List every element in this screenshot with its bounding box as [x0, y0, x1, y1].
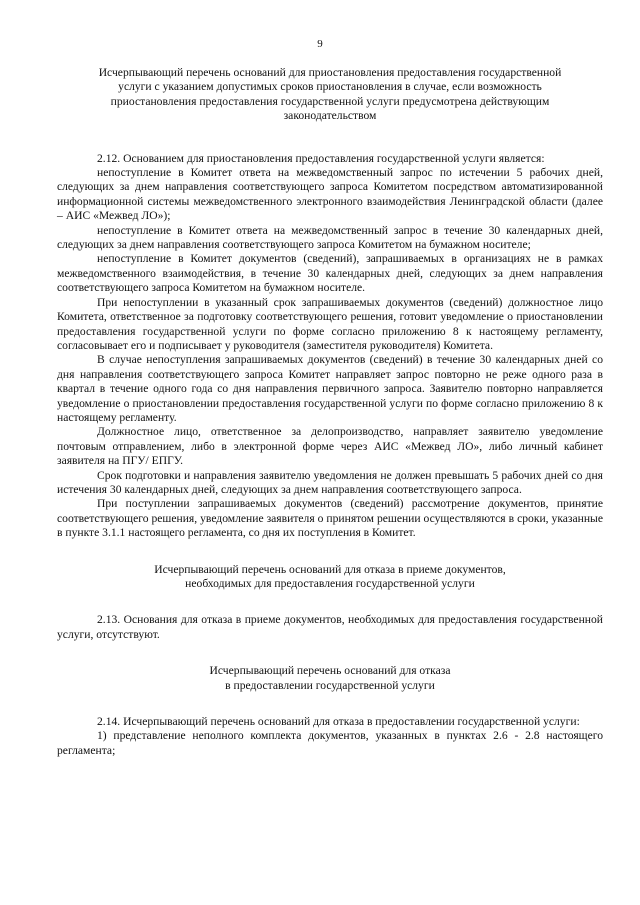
heading-line: в предоставлении государственной услуги — [225, 678, 435, 692]
paragraph: При поступлении запрашиваемых документов (сведений) рассмотрение документов, принятие соответствующего решения, уведомление заявителя о принятом решении осуществляются в сроки, указанные в пункте 3.1.1 настоящего регламента, со дня их поступления в Комитет. — [57, 497, 603, 540]
section-heading-document-refusal — [85, 563, 575, 592]
paragraph: непоступление в Комитет документов (сведений), запрашиваемых в организациях не в рамках межведомственного взаимодействия, в течение 30 календарных дней, следующих за днем направления соответствующего запроса Комитетом на бумажном носителе. — [57, 252, 603, 295]
heading-line: Исчерпывающий перечень оснований для приостановления предоставления государственной — [98, 66, 562, 79]
page-number: 9 — [317, 38, 323, 50]
heading-line: Исчерпывающий перечень оснований для отказа — [209, 664, 451, 678]
paragraph-2-13: 2.13. Основания для отказа в приеме документов, необходимых для предоставления государственной услуги, отсутствуют. — [57, 613, 603, 641]
paragraph: При непоступлении в указанный срок запрашиваемых документов (сведений) должностное лицо Комитета, ответственное за подготовку соответствующего решения, готовит уведомление о приостановлении предоставления государственной услуги по форме согласно приложению 8 к настоящему регламенту, согласовывает его и подписывает у руководителя (заместителя руководителя) Комитета. — [57, 295, 603, 352]
section-heading-service-refusal — [85, 664, 575, 693]
paragraph-2-12: 2.12. Основанием для приостановления предоставления государственной услуги является: — [97, 151, 545, 165]
list-item: 1) представление неполного комплекта документов, указанных в пунктах 2.6 - 2.8 настоящего регламента; — [57, 729, 603, 757]
heading-line: необходимых для предоставления государственной услуги — [185, 577, 475, 590]
document-body — [57, 66, 603, 758]
heading-line: приостановления предоставления государственной услуги предусмотрена действующим — [110, 94, 550, 108]
paragraph: Срок подготовки и направления заявителю уведомления не должен превышать 5 рабочих дней со дня истечения 30 календарных дней, следующих за днем направления соответствующего запроса. — [57, 468, 603, 496]
paragraph: непоступление в Комитет ответа на межведомственный запрос в течение 30 календарных дней, следующих за днем направления соответствующего запроса Комитетом на бумажном носителе; — [57, 223, 603, 252]
paragraph-2-14: 2.14. Исчерпывающий перечень оснований для отказа в предоставлении государственной услуги: — [97, 715, 580, 729]
paragraph: непоступление в Комитет ответа на межведомственный запрос по истечении 5 рабочих дней, следующих за днем направления соответствующего запроса Комитетом посредством автоматизированной информационной системы межведомственного электронного взаимодействия Ленинградской области (далее – АИС «Межвед ЛО»); — [57, 166, 603, 223]
heading-line: законодательством — [283, 109, 377, 123]
heading-line: услуги с указанием допустимых сроков приостановления в случае, если возможность — [118, 80, 542, 94]
section-heading-suspension — [85, 66, 575, 124]
paragraph: Должностное лицо, ответственное за делопроизводство, направляет заявителю уведомление почтовым отправлением, либо в электронной форме через АИС «Межвед ЛО», либо личный кабинет заявителя на ПГУ/ ЕПГУ. — [57, 425, 603, 468]
heading-line: Исчерпывающий перечень оснований для отказа в приеме документов, — [154, 562, 506, 576]
paragraph: В случае непоступления запрашиваемых документов (сведений) в течение 30 календарных дней со дня направления соответствующего запроса Комитет направляет запрос повторно не реже одного раза в квартал в течение одного года со дня направления первичного запроса. Заявителю повторно направляется уведомление о приостановлении предоставления государственной услуги по форме согласно приложению 8 к настоящему регламенту. — [57, 353, 603, 424]
